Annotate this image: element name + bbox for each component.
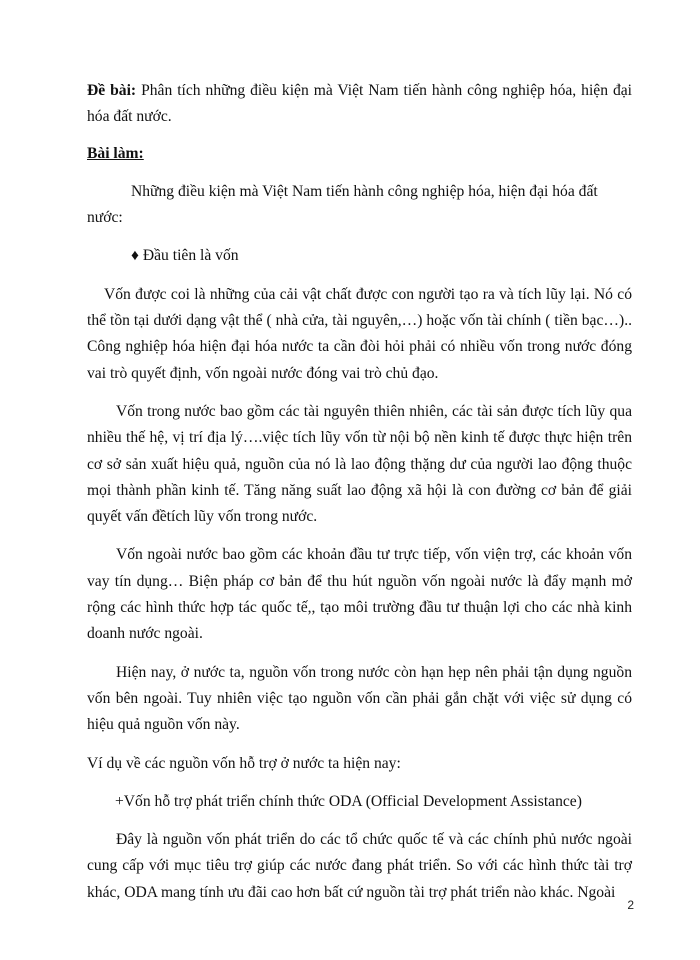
- bullet-first-line: ♦ Đầu tiên là vốn: [131, 247, 239, 265]
- example-heading: Ví dụ về các nguồn vốn hỗ trợ ở nước ta hiện nay:: [87, 754, 401, 772]
- page-number: 2: [627, 898, 634, 912]
- answer-heading: [87, 141, 632, 167]
- assignment-text: Phân tích những điều kiện mà Việt Nam tiến hành công nghiệp hóa, hiện đại hóa đất nước.: [87, 82, 632, 126]
- body-paragraph-2: Vốn trong nước bao gồm các tài nguyên thiên nhiên, các tài sản được tích lũy qua nhiều thế hệ, vị trí địa lý….việc tích lũy vốn từ nội bộ nền kinh tế được thực hiện trên cơ sở sản xuất hiệu quả, nguồn của nó là lao động thặng dư của người lao động thuộc mọi thành phần kinh tế. Tăng năng suất lao động xã hội là con đường cơ bản để giải quyết vấn đềtích lũy vốn trong nước.: [87, 402, 632, 526]
- body-paragraph-4: Hiện nay, ở nước ta, nguồn vốn trong nước còn hạn hẹp nên phải tận dụng nguồn vốn bên ngoài. Tuy nhiên việc tạo nguồn vốn cần phải gắn chặt với việc sử dụng có hiệu quả nguồn vốn này.: [87, 663, 632, 734]
- assignment-label: Đề bài:: [87, 82, 137, 99]
- answer-heading-text: Bài làm:: [87, 144, 144, 162]
- oda-paragraph: Đây là nguồn vốn phát triển do các tổ chức quốc tế và các chính phủ nước ngoài cung cấp với mục tiêu trợ giúp các nước đang phát triển. So với các hình thức tài trợ khác, ODA mang tính ưu đãi cao hơn bất cứ nguồn tài trợ phát triển nào khác. Ngoài: [87, 831, 632, 901]
- document-body: [87, 78, 632, 918]
- body-paragraph-3: Vốn ngoài nước bao gồm các khoản đầu tư trực tiếp, vốn viện trợ, các khoản vốn vay tín dụng… Biện pháp cơ bản để thu hút nguồn vốn ngoài nước là đẩy mạnh mở rộng các hình thức hợp tác quốc tế,, tạo môi trường đầu tư thuận lợi cho các nhà kinh doanh nước ngoài.: [87, 546, 632, 643]
- body-paragraph-1: Vốn được coi là những của cải vật chất được con người tạo ra và tích lũy lại. Nó có thể tồn tại dưới dạng vật thể ( nhà cửa, tài nguyên,…) hoặc vốn tài chính ( tiền bạc…).. Công nghiệp hóa hiện đại hóa nước ta cần đòi hỏi phải có nhiều vốn trong nước đóng vai trò quyết định, vốn ngoài nước đóng vai trò chủ đạo.: [87, 285, 632, 382]
- assignment-paragraph: [87, 78, 632, 131]
- oda-item: +Vốn hỗ trợ phát triển chính thức ODA (Official Development Assistance): [115, 792, 582, 810]
- intro-paragraph: Những điều kiện mà Việt Nam tiến hành công nghiệp hóa, hiện đại hóa đất nước:: [87, 182, 598, 227]
